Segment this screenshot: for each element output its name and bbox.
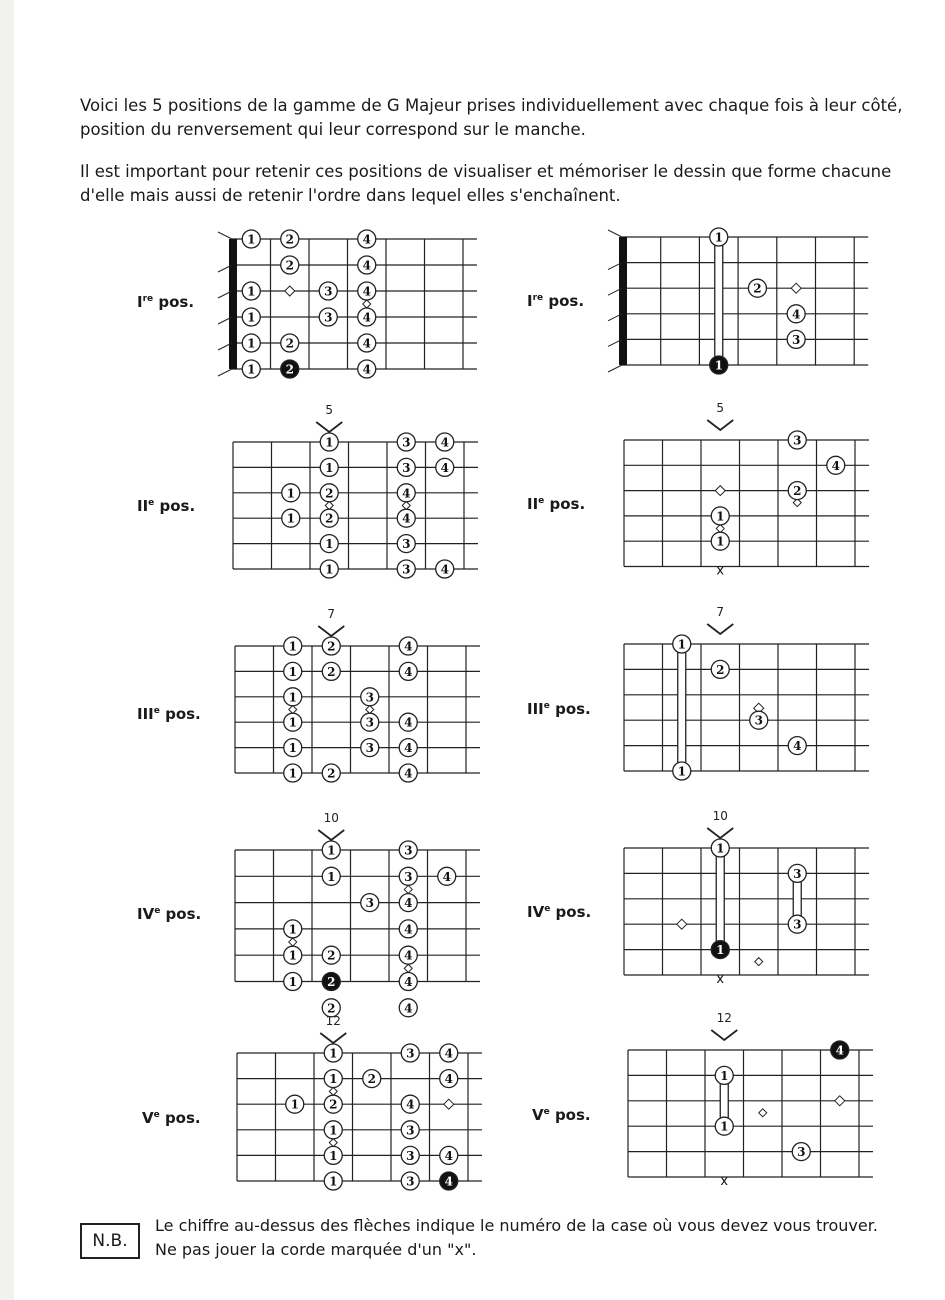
fret-number: 7 (327, 607, 336, 621)
finger-number: 4 (831, 458, 840, 473)
finger-number: 3 (793, 917, 802, 932)
finger-number: 1 (288, 975, 297, 989)
finger-number: 2 (327, 766, 336, 781)
finger-number: 4 (404, 922, 413, 937)
finger-number: 2 (327, 1001, 336, 1016)
finger-number: 4 (835, 1043, 844, 1058)
finger-number: 2 (325, 486, 334, 501)
finger-number: 3 (402, 435, 411, 450)
finger-number: 1 (329, 1123, 338, 1138)
finger-number: 2 (329, 1097, 338, 1112)
muted-string-x: x (716, 563, 725, 579)
finger-number: 2 (716, 662, 725, 677)
finger-number: 4 (444, 1072, 453, 1087)
finger-number: 1 (714, 358, 723, 373)
finger-number: 2 (793, 484, 802, 499)
finger-number: 1 (288, 715, 297, 730)
finger-number: 2 (285, 232, 294, 247)
finger-number: 2 (327, 664, 336, 679)
finger-number: 2 (327, 975, 336, 989)
finger-number: 4 (362, 310, 371, 325)
finger-number: 4 (402, 486, 411, 501)
finger-number: 4 (404, 766, 413, 781)
finger-number: 4 (444, 1046, 453, 1061)
finger-number: 1 (329, 1148, 338, 1163)
finger-number: 1 (716, 509, 725, 524)
fret-number: 5 (325, 403, 334, 417)
finger-number: 4 (440, 435, 449, 450)
finger-number: 3 (404, 869, 413, 884)
finger-number: 1 (716, 841, 725, 856)
finger-number: 4 (440, 460, 449, 475)
finger-number: 1 (327, 869, 336, 884)
finger-number: 3 (324, 284, 333, 299)
finger-number: 1 (288, 741, 297, 756)
finger-number: 3 (365, 690, 374, 705)
finger-number: 1 (286, 486, 295, 501)
scale-label-pos-2: IIe pos. (137, 497, 196, 515)
scale-label-pos-1: Ire pos. (137, 293, 195, 311)
finger-number: 1 (716, 534, 725, 549)
finger-number: 4 (362, 284, 371, 299)
finger-number: 3 (406, 1046, 415, 1061)
finger-number: 1 (288, 922, 297, 937)
inversion-label-pos-3: IIIe pos. (527, 700, 591, 718)
finger-number: 1 (286, 511, 295, 526)
inversion-label-pos-4: IVe pos. (527, 903, 592, 921)
finger-number: 1 (720, 1068, 729, 1083)
muted-string-x: x (720, 1174, 729, 1189)
nb-line-2: Ne pas jouer la corde marquée d'un "x". (155, 1240, 477, 1259)
nb-box: N.B. (80, 1223, 140, 1259)
fret-number: 10 (712, 809, 728, 823)
finger-number: 4 (362, 362, 371, 377)
intro-paragraph-2: Il est important pour retenir ces positions de visualiser et mémoriser le dessin que forme chacune d'elle mais aussi de retenir l'ordre dans lequel elles s'enchaînent. (80, 162, 892, 205)
muted-string-x: x (716, 972, 725, 987)
finger-number: 3 (406, 1148, 415, 1163)
finger-number: 4 (444, 1148, 453, 1163)
finger-number: 1 (327, 843, 336, 858)
finger-number: 1 (290, 1097, 299, 1112)
finger-number: 4 (444, 1174, 453, 1189)
finger-number: 3 (791, 332, 801, 347)
finger-number: 1 (325, 562, 334, 577)
finger-number: 3 (793, 433, 802, 448)
finger-number: 4 (404, 975, 413, 989)
finger-number: 3 (402, 537, 411, 552)
finger-number: 1 (247, 232, 256, 247)
scale-label-pos-3: IIIe pos. (137, 705, 201, 723)
finger-number: 4 (440, 562, 449, 577)
finger-number: 3 (324, 310, 333, 325)
inversion-label-pos-5: Ve pos. (532, 1106, 591, 1124)
fret-number: 10 (323, 811, 339, 825)
finger-number: 1 (247, 310, 256, 325)
finger-number: 3 (406, 1174, 415, 1189)
scale-label-pos-5: Ve pos. (142, 1109, 201, 1127)
fret-number: 12 (325, 1014, 341, 1028)
finger-number: 1 (329, 1174, 338, 1189)
finger-number: 2 (285, 336, 294, 351)
finger-number: 4 (362, 258, 371, 273)
finger-number: 2 (367, 1072, 376, 1087)
finger-number: 4 (402, 511, 411, 526)
finger-number: 4 (404, 741, 413, 756)
finger-number: 4 (793, 739, 802, 754)
finger-number: 3 (402, 460, 411, 475)
inversion-label-pos-1: Ire pos. (527, 292, 585, 310)
finger-number: 3 (365, 896, 374, 911)
scale-label-pos-4: IVe pos. (137, 905, 202, 923)
finger-number: 1 (247, 362, 256, 377)
finger-number: 4 (404, 1001, 413, 1016)
finger-number: 1 (329, 1072, 338, 1087)
finger-number: 1 (714, 230, 723, 245)
finger-number: 2 (285, 258, 294, 273)
finger-number: 2 (325, 511, 334, 526)
finger-number: 2 (327, 639, 336, 654)
finger-number: 1 (288, 766, 297, 781)
finger-number: 3 (404, 843, 413, 858)
finger-number: 1 (288, 690, 297, 705)
intro-paragraph-1: Voici les 5 positions de la gamme de G Majeur prises individuellement avec chaque fois à leur côté, position du renversement qui leur correspond sur le manche. (80, 96, 903, 139)
fret-arrow (711, 1030, 737, 1040)
fret-number: 7 (716, 605, 725, 619)
finger-number: 1 (325, 435, 334, 450)
nb-text (155, 1214, 878, 1262)
nb-line-1: Le chiffre au-dessus des flèches indique le numéro de la case où vous devez vous trouver. (155, 1216, 878, 1235)
finger-number: 1 (329, 1046, 338, 1061)
diamond-marker (759, 1109, 767, 1117)
finger-number: 4 (362, 232, 371, 247)
finger-number: 4 (404, 715, 413, 730)
finger-number: 1 (288, 948, 297, 963)
finger-number: 4 (362, 336, 371, 351)
finger-number: 2 (327, 948, 336, 963)
finger-number: 4 (442, 869, 451, 884)
finger-number: 1 (716, 943, 725, 958)
finger-number: 1 (677, 637, 686, 652)
finger-number: 4 (404, 664, 413, 679)
finger-number: 1 (325, 537, 334, 552)
finger-number: 3 (793, 866, 802, 881)
finger-number: 3 (402, 562, 411, 577)
finger-number: 4 (404, 896, 413, 911)
finger-number: 1 (247, 336, 256, 351)
finger-number: 3 (406, 1123, 415, 1138)
finger-number: 4 (404, 639, 413, 654)
inversion-label-pos-2: IIe pos. (527, 495, 586, 513)
finger-number: 2 (285, 362, 294, 377)
finger-number: 4 (404, 948, 413, 963)
finger-number: 4 (791, 307, 801, 322)
fret-number: 5 (716, 401, 725, 415)
finger-number: 4 (406, 1097, 415, 1112)
finger-number: 3 (754, 713, 763, 728)
finger-number: 3 (797, 1145, 806, 1160)
finger-number: 1 (720, 1119, 729, 1134)
finger-number: 2 (753, 281, 762, 296)
finger-number: 3 (365, 715, 374, 730)
finger-number: 3 (365, 741, 374, 756)
finger-number: 1 (677, 764, 686, 779)
finger-number: 1 (325, 460, 334, 475)
fret-number: 12 (716, 1011, 732, 1025)
finger-number: 1 (247, 284, 256, 299)
finger-number: 1 (288, 664, 297, 679)
diamond-marker (835, 1096, 845, 1106)
finger-number: 1 (288, 639, 297, 654)
